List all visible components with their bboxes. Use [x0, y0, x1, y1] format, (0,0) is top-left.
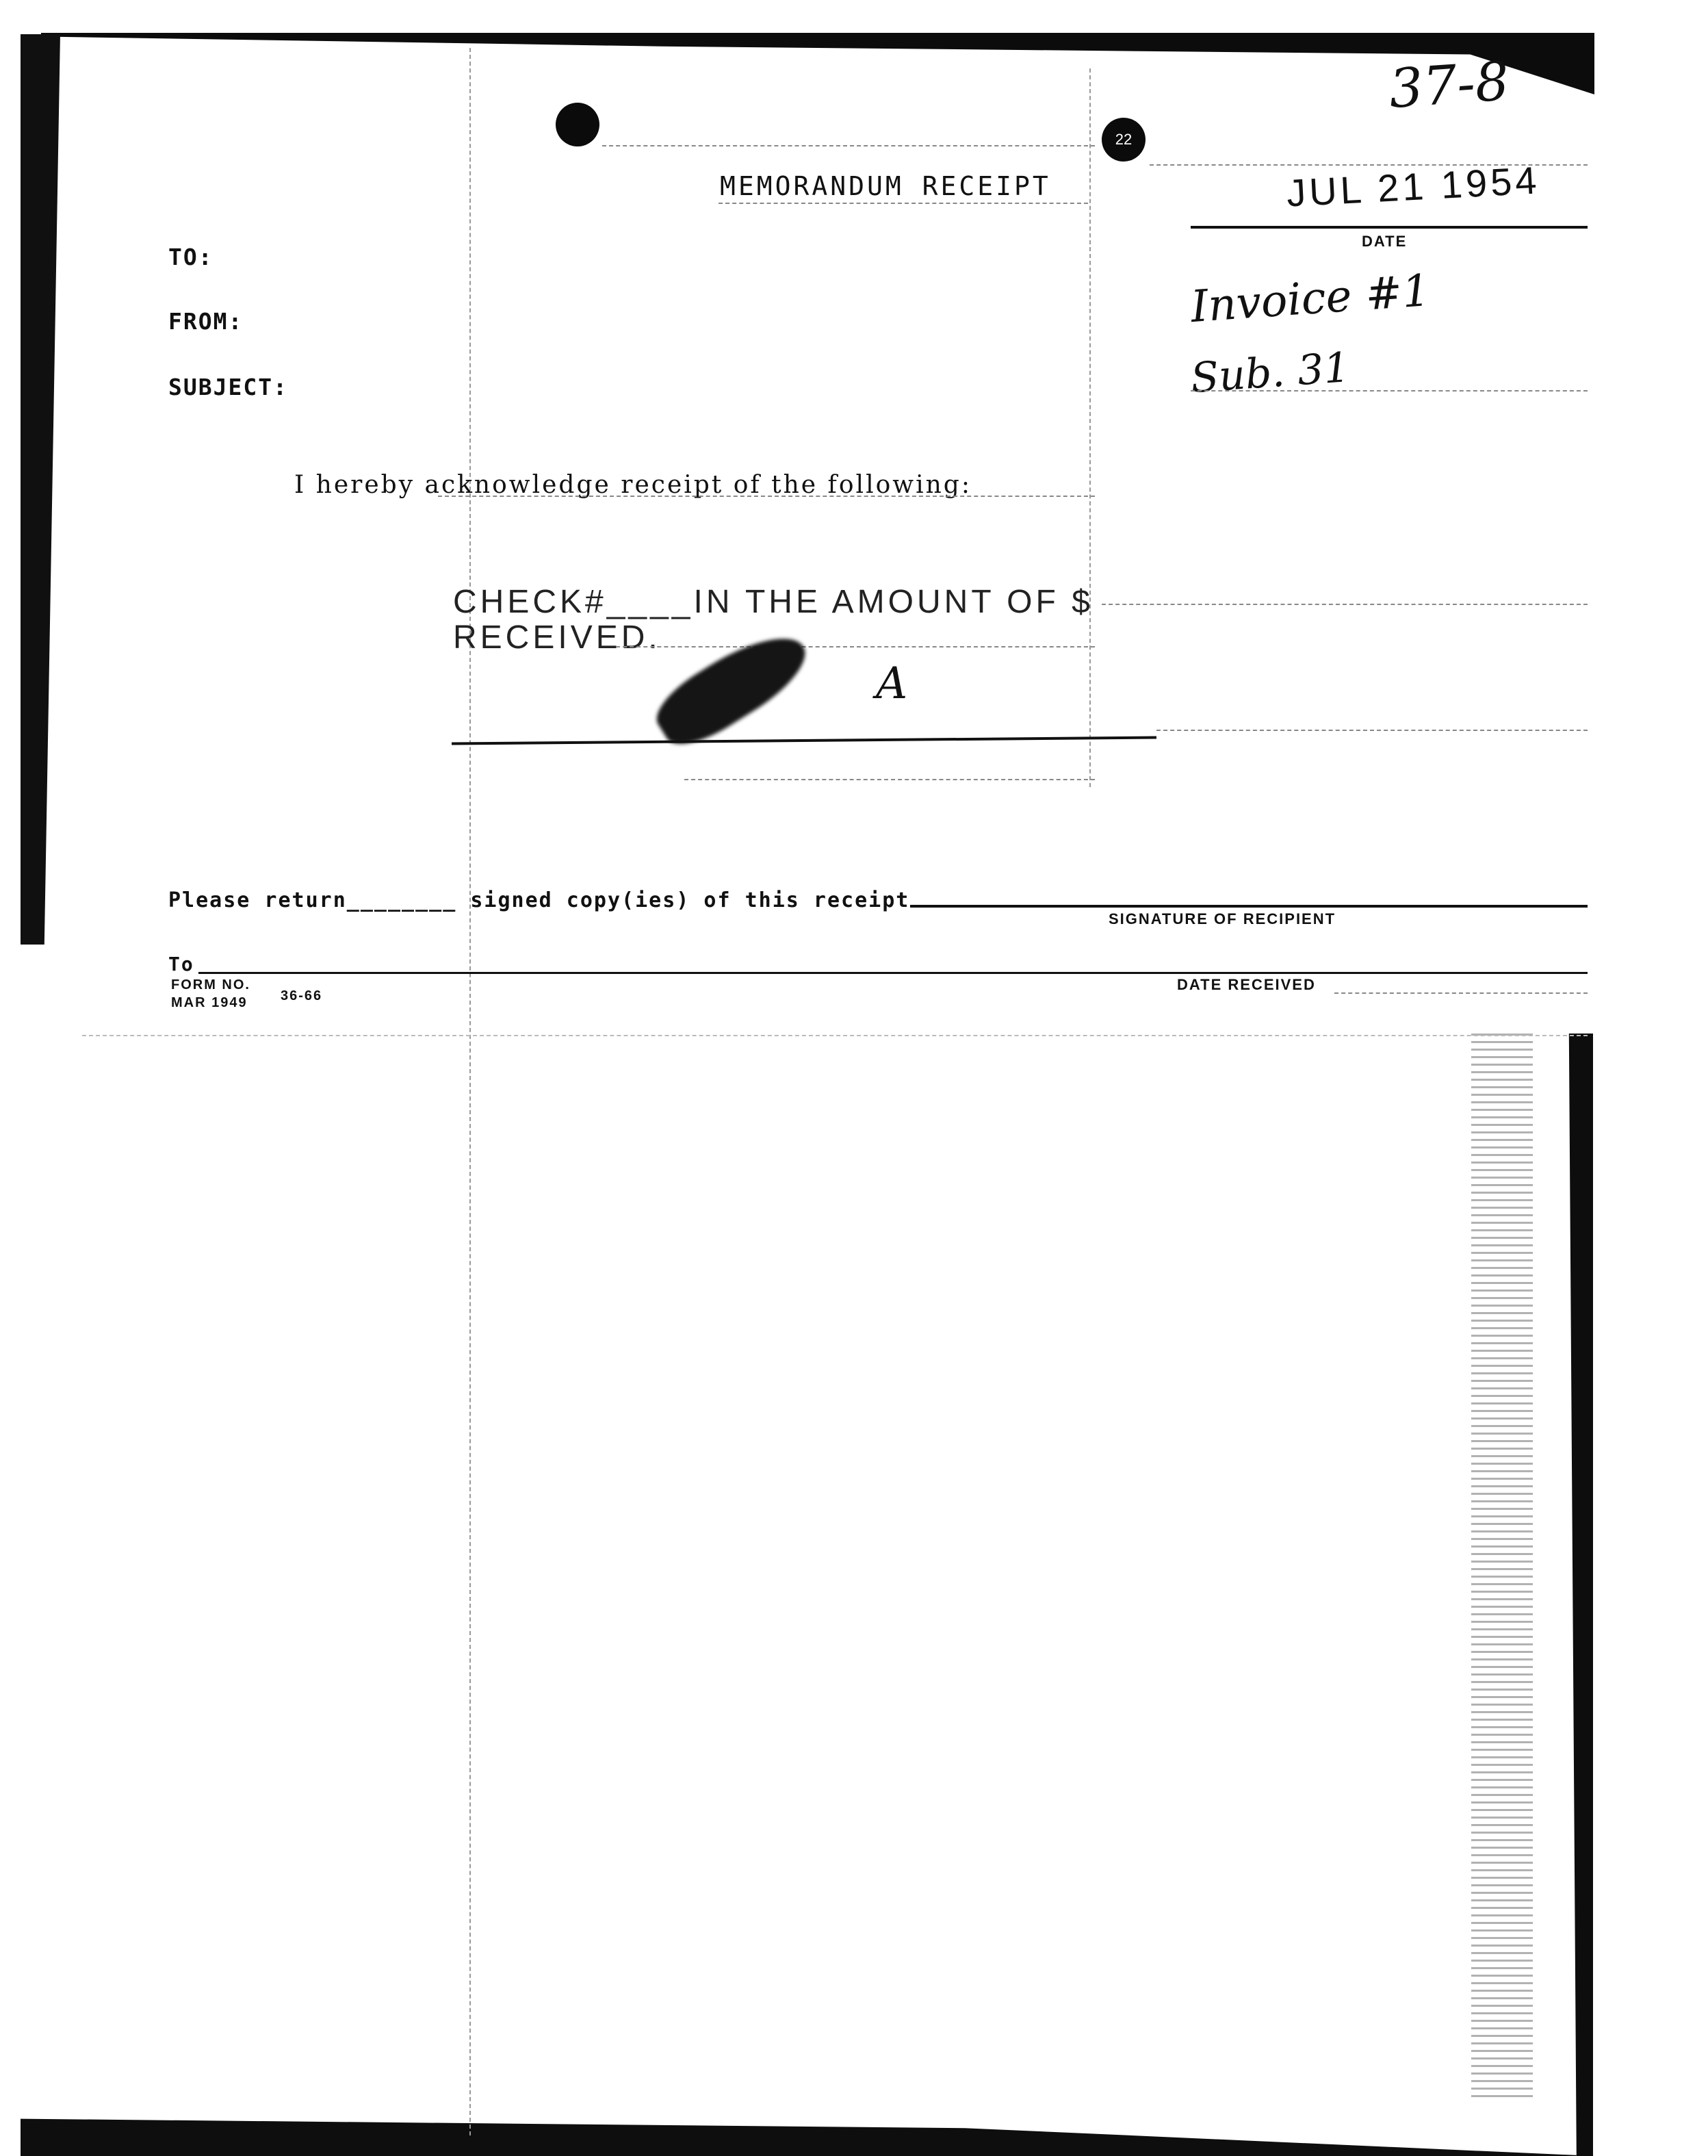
date-label: DATE [1362, 233, 1408, 250]
return-instruction: Please return________ signed copy(ies) of this receipt [168, 888, 910, 912]
carbon-bottom-edge [82, 1035, 1588, 1036]
handwritten-mark: A [876, 658, 908, 709]
form-code: 36-66 [281, 988, 323, 1003]
signature-rule-right [1156, 730, 1588, 731]
carbon-edge-line [1089, 68, 1091, 787]
from-label: FROM: [168, 308, 244, 335]
title-underline [719, 203, 1088, 204]
ink-smudge [646, 618, 818, 758]
subject-label: SUBJECT: [168, 374, 288, 400]
form-date: MAR 1949 [171, 995, 248, 1010]
acknowledge-underline [438, 496, 1095, 497]
subject-guide-line [1191, 390, 1588, 392]
from-handwritten: Invoice #1 [1189, 265, 1432, 333]
signature-label: SIGNATURE OF RECIPIENT [1109, 910, 1336, 927]
scan-speckle-right [1471, 1034, 1533, 2101]
scan-border-bottom [21, 2109, 1594, 2156]
to-footer: To [168, 953, 194, 975]
received-line: RECEIVED. [453, 619, 661, 656]
check-amount-line [1102, 604, 1588, 605]
date-received-line [1334, 992, 1588, 994]
punch-hole-right: 22 [1102, 118, 1146, 162]
date-received-label: DATE RECEIVED [1177, 976, 1316, 993]
header-guide-line [602, 145, 1095, 146]
subject-handwritten: Sub. 31 [1189, 343, 1351, 403]
rule-under-smudge [684, 779, 1095, 780]
fold-line [469, 48, 471, 2135]
to-label: TO: [168, 244, 214, 270]
signature-rule [452, 736, 1156, 745]
received-underline [616, 646, 1095, 647]
to-footer-line [198, 972, 1588, 974]
file-number: 37-8 [1387, 50, 1512, 121]
date-line [1191, 226, 1588, 229]
date-stamp: JUL 21 1954 [1285, 158, 1541, 215]
scan-border-left [21, 34, 60, 945]
check-line: CHECK#____IN THE AMOUNT OF $ [453, 584, 1094, 620]
punch-hole-left [556, 103, 599, 146]
recipient-signature-line [910, 905, 1588, 908]
page-title: MEMORANDUM RECEIPT [720, 171, 1051, 201]
scan-border-top [41, 33, 1594, 94]
acknowledge-text: I hereby acknowledge receipt of the following: [294, 471, 972, 499]
form-number-label: FORM NO. [171, 977, 250, 992]
